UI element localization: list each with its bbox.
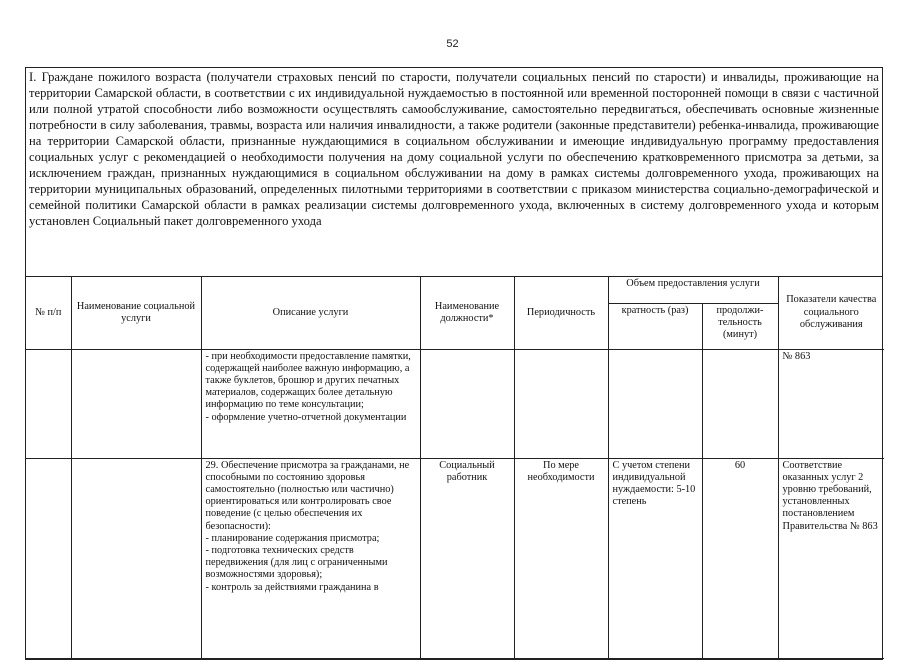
- description-line: - оформление учетно-отчетной документации: [205, 411, 407, 423]
- header-quality: Показатели качества социального обслуживания: [778, 277, 884, 349]
- table-row: [26, 349, 884, 458]
- description-line: - подготовка технических средств передвижения (для лиц с ограниченными возможностями здоровья);: [205, 544, 388, 581]
- section-heading: I. Граждане пожилого возраста (получатели страховых пенсий по старости, получатели социальных пенсий по старости) и инвалиды, проживающие на территории Самарской области, в соответствии с их индивидуальной нуждаемостью в постоянной или временной посторонней помощи в связи с частичной или полной утратой способности либо возможности осуществлять самообслуживание, самостоятельно передвигаться, обеспечивать основные жизненные потребности в силу заболевания, травмы, возраста или наличия инвалидности, а также родители (законные представители) ребенка-инвалида, проживающие на территории Самарской области, признанные нуждающимися в социальном обслуживании и имеющие индивидуальную программу предоставления социальных услуг с рекомендацией о необходимости получения на дому социальной услуги по обеспечению кратковременного присмотра за детьми, за исключением граждан, признанных нуждающимися в социальном обслуживании на дому в рамках системы долговременного ухода, проживающих на территории муниципальных образований, определенных пилотными территориями в соответствии с приказом министерства социально-демографической и семейной политики Самарской области в рамках реализации системы долговременного ухода, включенных в систему долговременного ухода и которым установлен Социальный пакет долговременного ухода: [26, 68, 882, 277]
- cell-service-name: [71, 458, 201, 658]
- table-row: [26, 458, 884, 658]
- header-service-name: Наименование социальной услуги: [71, 277, 201, 349]
- header-position: Наименование должности*: [420, 277, 514, 349]
- cell-position: [420, 349, 514, 458]
- document-table-frame: [25, 67, 883, 660]
- cell-description: [201, 458, 420, 658]
- cell-duration: [702, 349, 778, 458]
- cell-quality: № 863: [778, 349, 884, 458]
- services-table: [26, 277, 884, 659]
- header-volume: Объем предоставления услуги: [608, 277, 778, 303]
- cell-num: [26, 458, 71, 658]
- header-duration: продолжи-тельность (минут): [702, 303, 778, 349]
- cell-description: [201, 349, 420, 458]
- cell-periodicity: [514, 349, 608, 458]
- description-line: - планирование содержания присмотра;: [205, 532, 380, 544]
- cell-periodicity: По мере необходимости: [514, 458, 608, 658]
- cell-quality: Соответствие оказанных услуг 2 уровню требований, установленных постановлением Правительства № 863: [778, 458, 884, 658]
- header-frequency: кратность (раз): [608, 303, 702, 349]
- cell-service-name: [71, 349, 201, 458]
- cell-position: Социальный работник: [420, 458, 514, 658]
- cell-frequency: [608, 349, 702, 458]
- cell-duration: 60: [702, 458, 778, 658]
- description-line: - при необходимости предоставление памятки, содержащей наиболее важную информацию, а также буклетов, брошюр и других печатных материалов, содержащих более детальную информацию по теме консультации;: [205, 350, 411, 411]
- page-number: 52: [446, 38, 459, 50]
- cell-frequency: С учетом степени индивидуальной нуждаемости: 5-10 степень: [608, 458, 702, 658]
- header-num: № п/п: [26, 277, 71, 349]
- description-line: 29. Обеспечение присмотра за гражданами, не способными по состоянию здоровья самостоятельно (полностью или частично) ориентироваться или контролировать свое поведение (с целью обеспечения их безопасности):: [205, 459, 410, 532]
- description-line: - контроль за действиями гражданина в: [205, 581, 379, 593]
- cell-num: [26, 349, 71, 458]
- header-description: Описание услуги: [201, 277, 420, 349]
- header-periodicity: Периодичность: [514, 277, 608, 349]
